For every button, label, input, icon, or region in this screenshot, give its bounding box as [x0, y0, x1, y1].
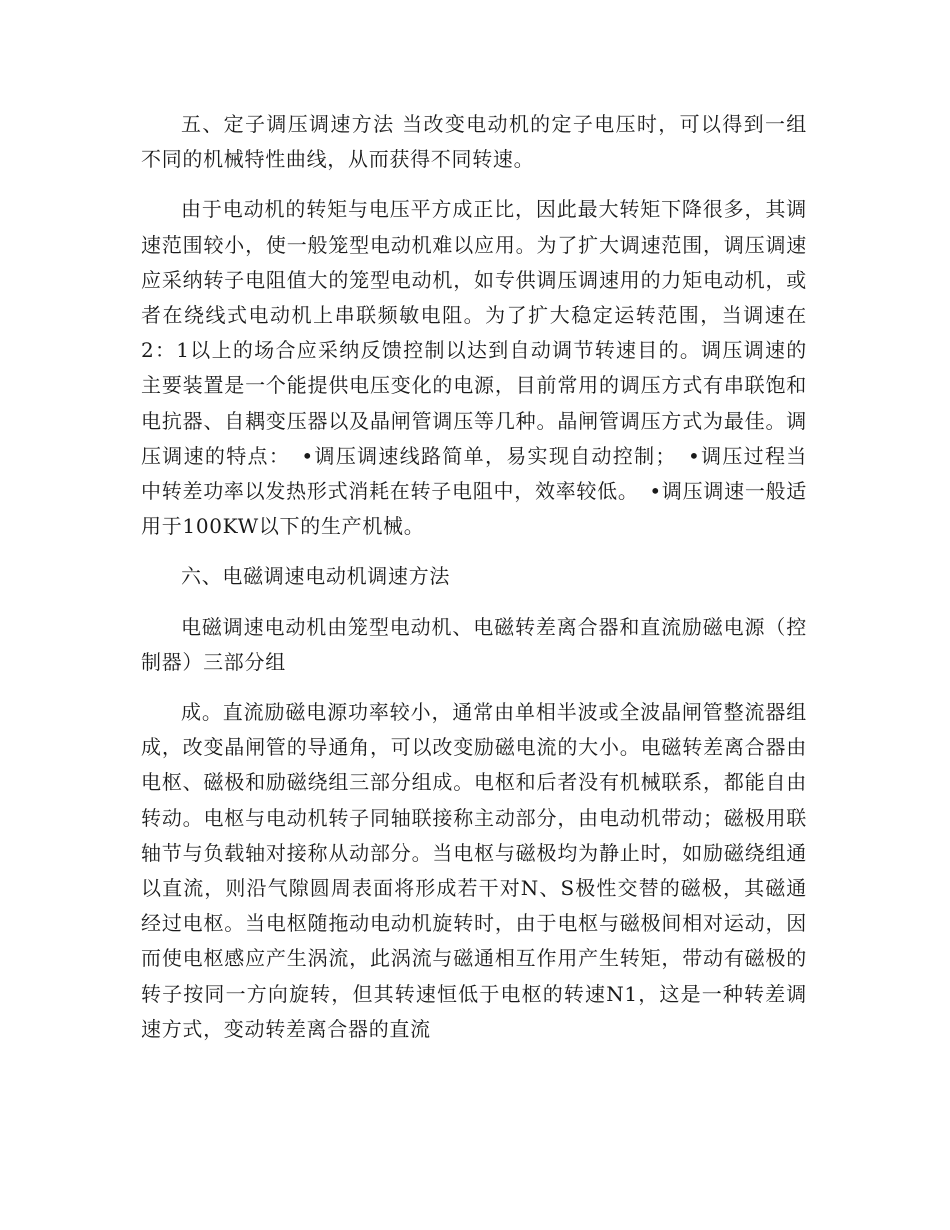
paragraph-voltage-regulation-details: 由于电动机的转矩与电压平方成正比，因此最大转矩下降很多，其调速范围较小，使一般笼型电动机难以应用。为了扩大调速范围，调压调速应采纳转子电阻值大的笼型电动机，如专供调压调速用的力矩电动机，或者在绕线式电动机上串联频敏电阻。为了扩大稳定运转范围，当调速在2：1以上的场合应采纳反馈控制以达到自动调节转速目的。调压调速的主要装置是一个能提供电压变化的电源，目前常用的调压方式有串联饱和电抗器、自耦变压器以及晶闸管调压等几种。晶闸管调压方式为最佳。调压调速的特点： •调压调速线路简单，易实现自动控制； •调压过程当中转差功率以发热形式消耗在转子电阻中，效率较低。 •调压调速一般适用于100KW以下的生产机械。 [141, 197, 807, 539]
paragraph-electromagnetic-motor-details: 成。直流励磁电源功率较小，通常由单相半波或全波晶闸管整流器组成，改变晶闸管的导通角，可以改变励磁电流的大小。电磁转差离合器由电枢、磁极和励磁绕组三部分组成。电枢和后者没有机械联系，都能自由转动。电枢与电动机转子同轴联接称主动部分，由电动机带动；磁极用联轴节与负载轴对接称从动部分。当电枢与磁极均为静止时，如励磁绕组通以直流，则沿气隙圆周表面将形成若干对N、S极性交替的磁极，其磁通经过电枢。当电枢随拖动电动机旋转时，由于电枢与磁极间相对运动，因而使电枢感应产生涡流，此涡流与磁通相互作用产生转矩，带动有磁极的转子按同一方向旋转，但其转速恒低于电枢的转速N1，这是一种转差调速方式，变动转差离合器的直流 [141, 700, 807, 1041]
paragraph-section-five-intro: 五、定子调压调速方法 当改变电动机的定子电压时，可以得到一组不同的机械特性曲线，从而获得不同转速。 [141, 112, 807, 172]
paragraph-electromagnetic-motor-intro: 电磁调速电动机由笼型电动机、电磁转差离合器和直流励磁电源（控制器）三部分组 [141, 614, 807, 674]
section-heading-six: 六、电磁调速电动机调速方法 [181, 564, 451, 589]
document-body [141, 107, 807, 1047]
